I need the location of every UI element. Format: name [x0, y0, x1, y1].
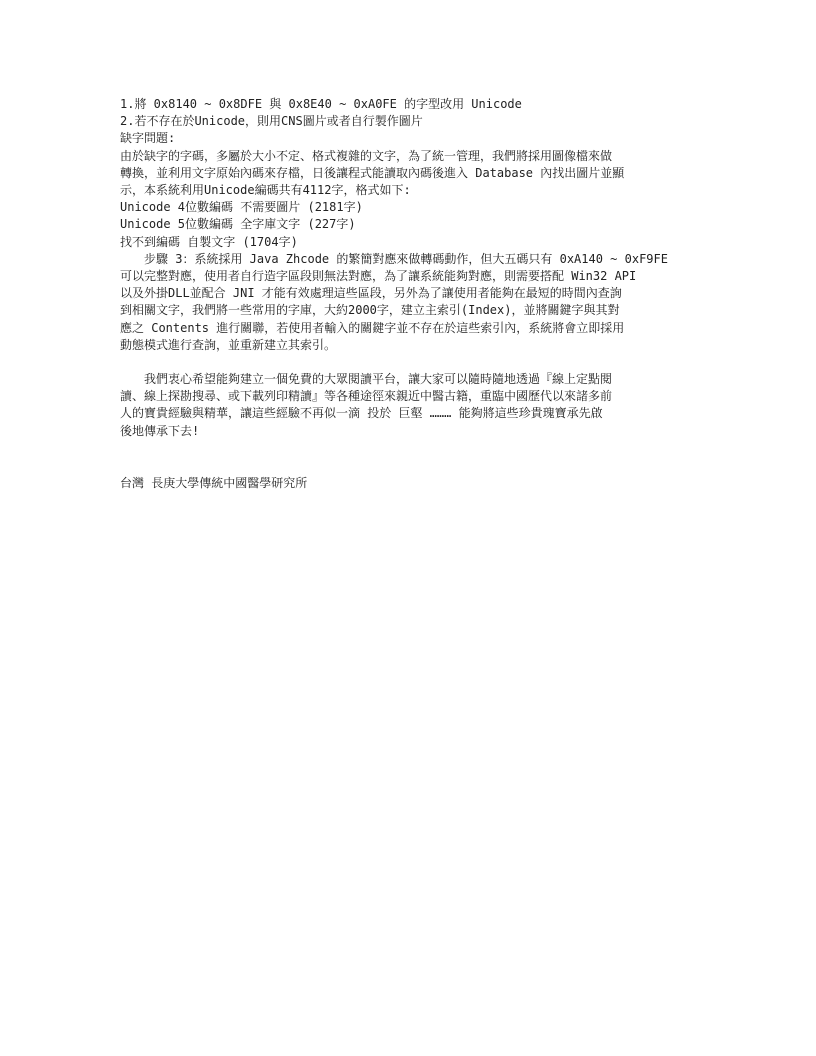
- body-line: 由於缺字的字碼，多屬於大小不定、格式複雜的文字，為了統一管理，我們將採用圖像檔來做: [120, 148, 613, 163]
- step3-paragraph: [120, 251, 700, 354]
- step3-line: 以及外掛DLL並配合 JNI 才能有效處理這些區段，另外為了讓使用者能夠在最短的時間內查詢: [120, 286, 622, 301]
- format-line-unicode4: Unicode 4位數編碼 不需要圖片 (2181字): [120, 200, 363, 215]
- document-page: [120, 96, 700, 492]
- line-item-2: 2.若不存在於Unicode，則用CNS圖片或者自行製作圖片: [120, 114, 423, 129]
- step3-line: 步驟 3：系統採用 Java Zhcode 的繁簡對應來做轉碼動作，但大五碼只有 0xA140 ~ 0xF9FE: [120, 251, 668, 266]
- missing-char-heading: 缺字問題:: [120, 131, 176, 146]
- closing-paragraph: [120, 371, 700, 440]
- closing-line: 讀、線上探勘搜尋、或下載列印精讀』等各種途徑來親近中醫古籍，重臨中國歷代以來諸多前: [120, 389, 613, 404]
- body-line: 轉換，並利用文字原始內碼來存檔，日後讓程式能讀取內碼後進入 Database 內找出圖片並顯: [120, 165, 625, 180]
- signature-block: [120, 475, 700, 492]
- body-line: 示，本系統利用Unicode編碼共有4112字，格式如下:: [120, 183, 411, 198]
- signature-spacer: [120, 440, 700, 475]
- paragraph-spacer: [120, 354, 700, 371]
- step3-line: 到相關文字，我們將一些常用的字庫，大約2000字，建立主索引(Index)，並將關鍵字與其對: [120, 303, 620, 318]
- line-item-1: 1.將 0x8140 ~ 0x8DFE 與 0x8E40 ~ 0xA0FE 的字型改用 Unicode: [120, 97, 522, 111]
- closing-line: 人的寶貴經驗與精華，讓這些經驗不再似一滴 投於 巨壑 ……… 能夠將這些珍貴瑰寶承先啟: [120, 406, 603, 421]
- intro-block: [120, 96, 700, 251]
- step3-line: 應之 Contents 進行關聯，若使用者輸入的關鍵字並不存在於這些索引內，系統將會立即採用: [120, 320, 625, 335]
- step3-line: 可以完整對應，使用者自行造字區段則無法對應，為了讓系統能夠對應，則需要搭配 Win32 API: [120, 269, 637, 284]
- format-line-unicode5: Unicode 5位數編碼 全字庫文字 (227字): [120, 217, 356, 232]
- format-line-custom: 找不到編碼 自製文字 (1704字): [120, 234, 298, 249]
- step3-line: 動態模式進行查詢，並重新建立其索引。: [120, 337, 337, 352]
- closing-line: 我們衷心希望能夠建立一個免費的大眾閱讀平台，讓大家可以隨時隨地透過『線上定點閱: [120, 372, 613, 387]
- signature-text: 台灣 長庚大學傳統中國醫學研究所: [120, 475, 308, 490]
- closing-line: 後地傳承下去!: [120, 423, 200, 438]
